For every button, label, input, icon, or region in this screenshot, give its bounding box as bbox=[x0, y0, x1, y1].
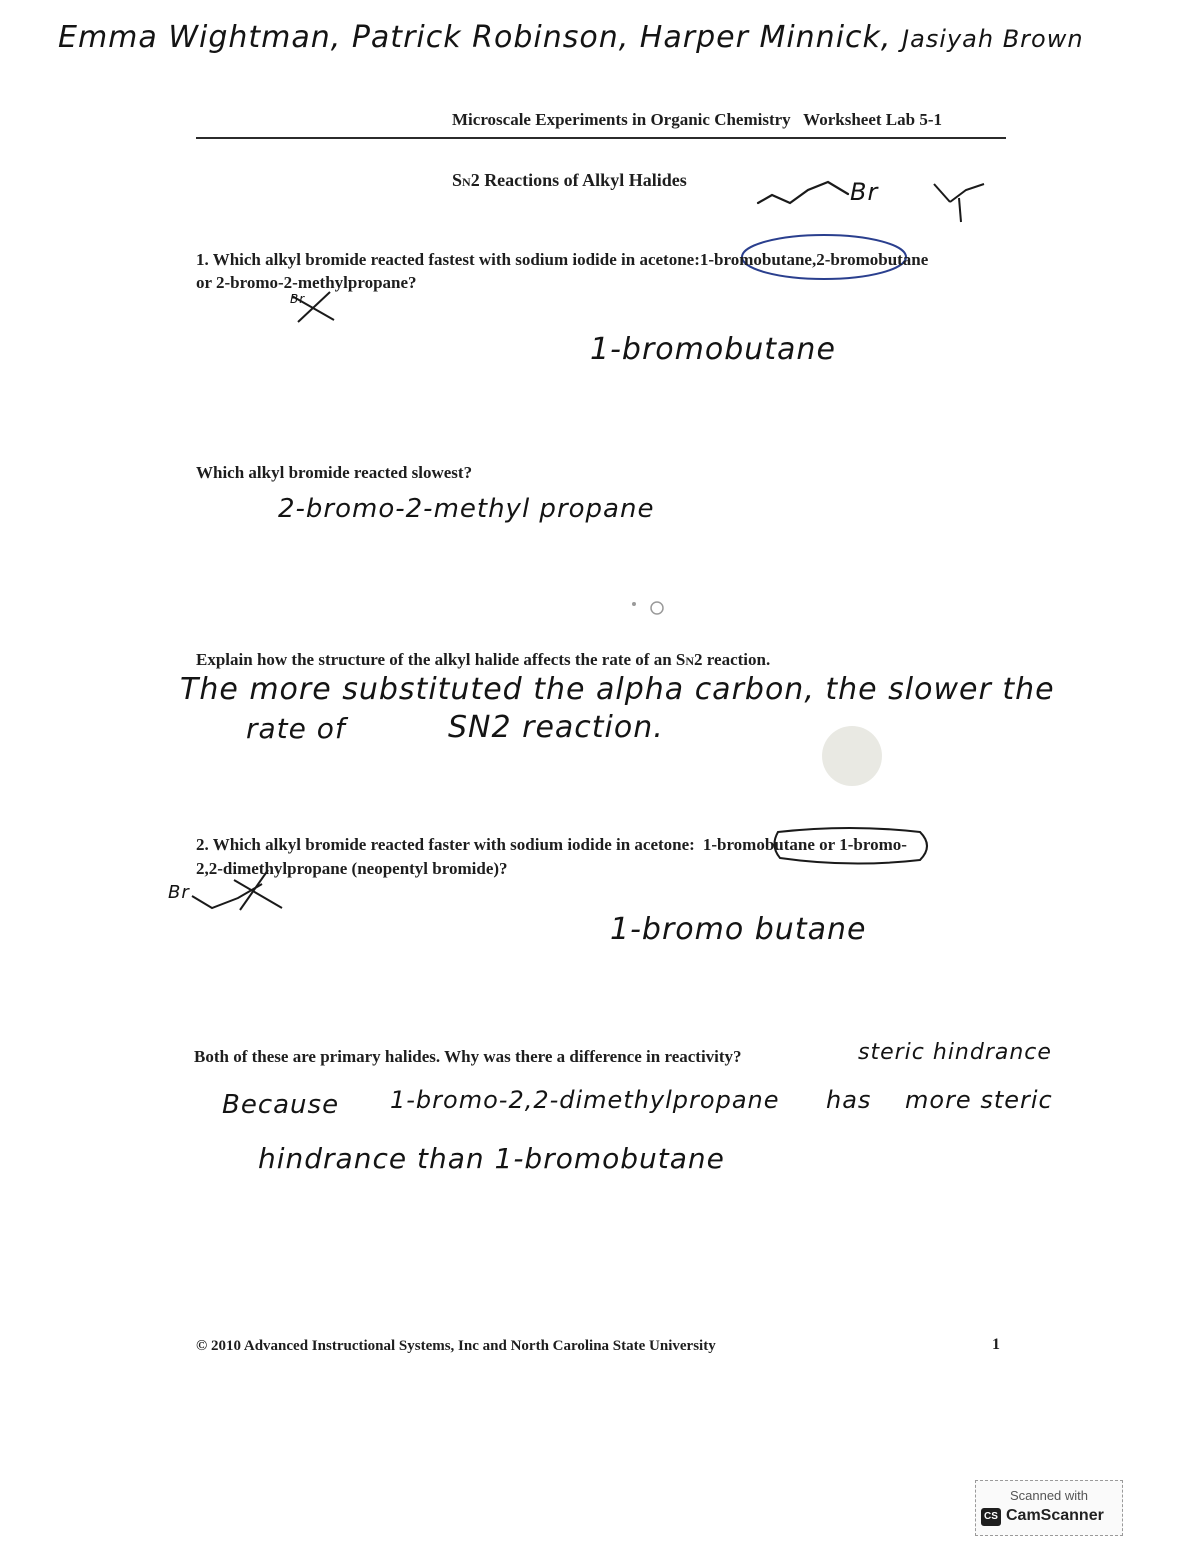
title-s: S bbox=[452, 170, 463, 190]
course-title: Microscale Experiments in Organic Chemistry bbox=[452, 110, 791, 129]
label-br-q2: Br bbox=[168, 882, 190, 903]
title-rest: 2 Reactions of Alkyl Halides bbox=[470, 170, 687, 190]
scanner-brand: CamScanner bbox=[1006, 1507, 1104, 1524]
label-br-small: Br bbox=[290, 292, 306, 306]
q1c-answer-line2a: rate of bbox=[246, 712, 346, 745]
q2b-note: steric hindrance bbox=[858, 1040, 1052, 1065]
q2-question-line2: 2,2-dimethylpropane (neopentyl bromide)? bbox=[196, 859, 508, 878]
q1c-question bbox=[196, 650, 770, 670]
q2b-answer-has: has bbox=[826, 1086, 872, 1114]
label-br-top: Br bbox=[850, 178, 879, 206]
q1c-text-post: 2 reaction. bbox=[694, 650, 771, 669]
skeletal-neopentyl bbox=[192, 884, 262, 908]
q2b-answer-because: Because bbox=[222, 1090, 340, 1120]
q1c-answer-line2b: SN2 reaction. bbox=[448, 710, 664, 745]
q1c-answer-line1: The more substituted the alpha carbon, the slower the bbox=[180, 672, 1055, 707]
skeletal-2-bromobutane-bond bbox=[959, 198, 961, 222]
worksheet-id: Worksheet Lab 5-1 bbox=[803, 110, 942, 129]
stray-mark bbox=[651, 602, 663, 614]
q1c-text-pre: Explain how the structure of the alkyl halide affects the rate of an S bbox=[196, 650, 686, 669]
title-n: N bbox=[462, 175, 471, 189]
q1b-question: Which alkyl bromide reacted slowest? bbox=[196, 463, 473, 482]
skeletal-2-bromobutane-right bbox=[950, 184, 984, 202]
q2-answer: 1-bromo butane bbox=[610, 912, 867, 947]
q1-text: 1. Which alkyl bromide reacted fastest with sodium iodide in acetone: bbox=[196, 250, 700, 269]
q2-text: 2. Which alkyl bromide reacted faster with sodium iodide in acetone: bbox=[196, 835, 695, 854]
q2-question-line1 bbox=[196, 835, 907, 855]
skeletal-2-bromobutane-left bbox=[934, 184, 950, 202]
q2-option-2: 1-bromo- bbox=[839, 835, 907, 854]
scan-spot bbox=[822, 726, 882, 786]
scanner-watermark bbox=[975, 1480, 1123, 1536]
q2b-answer-compound: 1-bromo-2,2-dimethylpropane bbox=[390, 1086, 780, 1114]
names-blue: Jasiyah Brown bbox=[901, 25, 1084, 53]
page-number: 1 bbox=[992, 1336, 1000, 1353]
q1-question-line2: or 2-bromo-2-methylpropane? bbox=[196, 273, 417, 292]
names-black: Emma Wightman, Patrick Robinson, Harper Minnick, bbox=[58, 20, 892, 55]
q1-option-1: 1-bromobutane, bbox=[699, 250, 817, 269]
q2-option-1: 1-bromobutane or bbox=[702, 835, 836, 854]
q2b-answer-line2: hindrance than 1-bromobutane bbox=[258, 1142, 725, 1175]
q2b-question: Both of these are primary halides. Why was there a difference in reactivity? bbox=[194, 1047, 742, 1066]
stray-dot bbox=[632, 602, 636, 606]
q2b-answer-more-steric: more steric bbox=[905, 1086, 1053, 1114]
q1-answer: 1-bromobutane bbox=[590, 332, 836, 367]
footer-copyright: © 2010 Advanced Instructional Systems, Inc and North Carolina State University bbox=[196, 1338, 716, 1354]
q1-question-line1 bbox=[196, 250, 928, 270]
skeletal-1-bromobutane bbox=[758, 182, 848, 203]
camscanner-logo: CS bbox=[981, 1508, 1001, 1526]
scanner-top-text: Scanned with bbox=[1009, 1488, 1089, 1503]
q1c-text-n: N bbox=[685, 654, 695, 668]
q1b-answer: 2-bromo-2-methyl propane bbox=[278, 494, 655, 524]
q1-option-2: 2-bromobutane bbox=[816, 250, 929, 269]
